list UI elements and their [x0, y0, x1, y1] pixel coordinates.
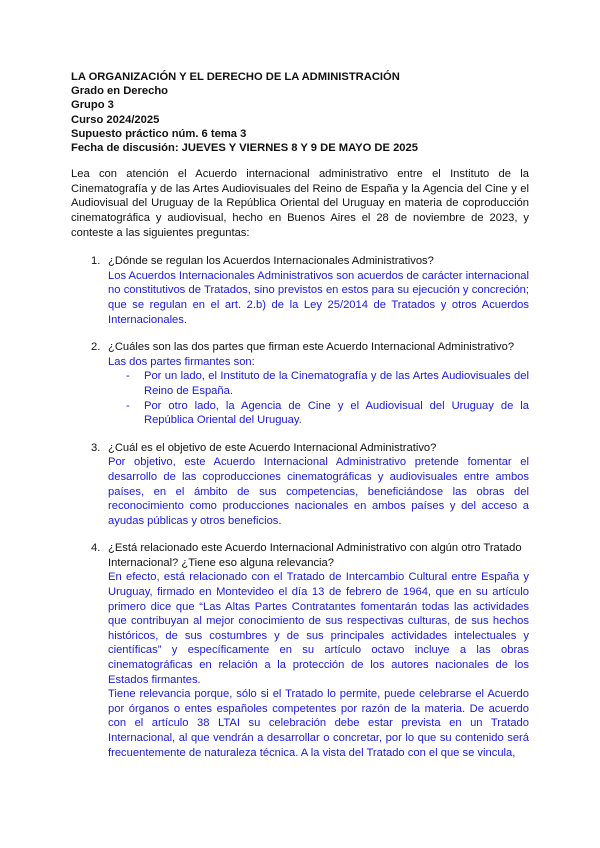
question-item	[71, 254, 529, 327]
degree-line: Grado en Derecho	[71, 85, 168, 98]
discussion-date-line: Fecha de discusión: JUEVES Y VIERNES 8 Y 9 DE MAYO DE 2025	[71, 142, 418, 155]
question-item	[71, 541, 529, 760]
answer-text: Los Acuerdos Internacionales Administrativos son acuerdos de carácter internacional no constitutivos de Tratados, sino previstos en estos para su ejecución y concreción; que se regulan en el art. 2.b) de la Ley 25/2014 de Tratados y otros Acuerdos Internacionales.	[108, 269, 530, 326]
answer-text: Las dos partes firmantes son:	[108, 355, 255, 368]
question-number: 1.	[91, 255, 101, 268]
answer-text	[108, 570, 529, 760]
question-item	[71, 441, 529, 529]
questions-list	[71, 254, 529, 760]
answer-bullet	[108, 399, 529, 428]
answer-bullet-list	[108, 369, 529, 427]
answer-paragraph: Tiene relevancia porque, sólo si el Tratado lo permite, puede celebrarse el Acuerdo por órganos o entes españoles competentes por razón de la materia. De acuerdo con el artículo 38 LTAI su celebración debe estar prevista en un Tratado Internacional, al que vendrán a desarrollar o concretar, por lo que su contenido será frecuentemente de naturaleza técnica. A la vista del Tratado con el que se vincula,	[108, 688, 529, 759]
document-page	[71, 70, 529, 773]
question-text: ¿Está relacionado este Acuerdo Internacional Administrativo con algún otro Tratado Internacional? ¿Tiene eso alguna relevancia?	[108, 542, 522, 569]
practical-case-line: Supuesto práctico núm. 6 tema 3	[71, 127, 247, 140]
answer-bullet-text: Por un lado, el Instituto de la Cinematografía y de las Artes Audiovisuales del Reino de España.	[144, 370, 529, 397]
question-number: 4.	[91, 542, 101, 555]
answer-paragraph: En efecto, está relacionado con el Tratado de Intercambio Cultural entre España y Uruguay, firmado en Montevideo el día 13 de febrero de 1964, que en su artículo primero dice que “Las Altas Partes Contratantes fomentarán todas las actividades que contribuyan al mejor conocimiento de sus respectivas culturas, de sus hechos históricos, de sus costumbres y de sus principales actividades intelectuales y científicas” y específicamente en su artículo octavo incluye a las obras cinematográficas en relación a la protección de los autores nacionales de los Estados firmantes.	[108, 571, 529, 686]
group-line: Grupo 3	[71, 99, 114, 112]
document-header	[71, 70, 529, 155]
intro-paragraph: Lea con atención el Acuerdo internacional administrativo entre el Instituto de la Cinematografía y de las Artes Audiovisuales del Reino de España y la Agencia del Cine y el Audiovisual del Uruguay de la República Oriental del Uruguay en materia de coproducción cinematográfica y audiovisual, hecho en Buenos Aires el 28 de noviembre de 2023, y conteste a las siguientes preguntas:	[71, 168, 529, 239]
question-text: ¿Cuál es el objetivo de este Acuerdo Internacional Administrativo?	[108, 441, 437, 454]
dash-bullet: -	[126, 370, 130, 383]
question-text: ¿Cuáles son las dos partes que firman este Acuerdo Internacional Administrativo?	[108, 341, 515, 354]
question-item	[71, 340, 529, 428]
academic-year-line: Curso 2024/2025	[71, 113, 160, 126]
answer-bullet	[108, 369, 529, 398]
question-text: ¿Dónde se regulan los Acuerdos Internacionales Administrativos?	[108, 255, 434, 268]
dash-bullet: -	[126, 399, 130, 412]
answer-text: Por objetivo, este Acuerdo Internacional Administrativo pretende fomentar el desarrollo de las coproducciones cinematográficas y audiovisuales entre ambos países, en el ámbito de sus competencias, beneficiándose las obras del reconocimiento como producciones nacionales en ambos países y del acceso a ayudas públicas y otros beneficios.	[108, 456, 529, 527]
question-number: 2.	[91, 341, 101, 354]
course-title: LA ORGANIZACIÓN Y EL DERECHO DE LA ADMINISTRACIÓN	[71, 71, 400, 83]
answer-bullet-text: Por otro lado, la Agencia de Cine y el Audiovisual del Uruguay de la República Oriental del Uruguay.	[144, 399, 529, 427]
question-number: 3.	[91, 441, 101, 454]
